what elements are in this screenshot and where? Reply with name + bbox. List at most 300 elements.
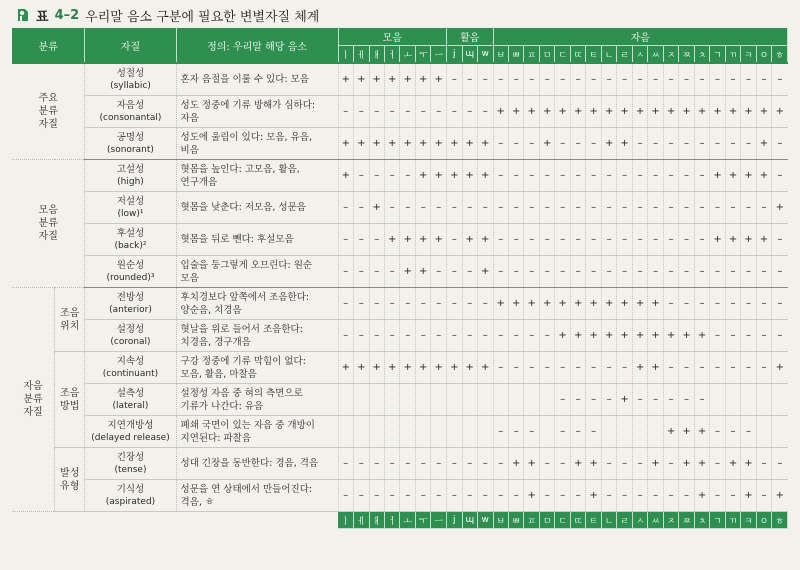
feature-value-cell: + [632,288,647,320]
feature-value-cell: – [354,224,369,256]
feature-value-cell: – [756,288,771,320]
feature-value-cell: – [679,192,694,224]
feature-english: (delayed release) [91,432,170,443]
feature-value-cell: – [384,448,399,480]
feature-value-cell: – [338,256,353,288]
feature-value-cell: – [447,320,462,352]
feature-value-cell: – [400,96,415,128]
feature-value-cell: + [694,448,709,480]
caption-title: 우리말 음소 구분에 필요한 변별자질 체계 [85,9,320,25]
feature-value-cell: – [493,448,508,480]
feature-value-cell: + [493,96,508,128]
phoneme-footer-cell: ㅉ [679,512,694,529]
feature-value-cell: + [570,448,585,480]
feature-name [85,288,176,320]
feature-value-cell: – [694,63,709,96]
feature-value-cell: – [601,448,616,480]
feature-value-cell: – [354,320,369,352]
feature-value-cell: – [508,63,523,96]
feature-value-cell: – [338,96,353,128]
feature-value-cell: – [710,416,725,448]
phoneme-footer-cell: ㅂ [493,512,508,529]
feature-value-cell: + [663,416,678,448]
feature-value-cell: + [431,63,447,96]
feature-value-cell [447,416,462,448]
feature-value-cell: + [663,320,678,352]
feature-value-cell: – [663,63,678,96]
feature-value-cell: – [415,288,430,320]
feature-value-cell: – [648,224,663,256]
feature-value-cell: + [648,288,663,320]
feature-value-cell: – [369,320,384,352]
feature-value-cell: – [555,384,570,416]
feature-value-cell: – [555,448,570,480]
feature-value-cell: + [431,352,447,384]
feature-value-cell: – [679,63,694,96]
feature-value-cell [601,416,616,448]
feature-value-cell: – [694,224,709,256]
feature-row [12,320,788,352]
feature-korean: 설측성 [116,387,145,399]
phoneme-footer-cell: ㅈ [663,512,678,529]
feature-value-cell: – [524,192,539,224]
phoneme-footer-cell: ㄲ [725,512,740,529]
feature-value-cell: – [772,288,788,320]
feature-value-cell: – [493,416,508,448]
feature-definition: 설정성 자음 중 혀의 측면으로 기류가 나간다: 유음 [176,384,338,416]
group-phonation: 발성 유형 [55,448,85,512]
feature-value-cell: – [679,352,694,384]
header-definition: 정의: 우리말 해당 음소 [176,28,338,63]
phoneme-header-cell: ㅣ [338,46,353,64]
group-consonant-features: 자음 분류 자질 [12,288,55,512]
feature-name [85,352,176,384]
feature-value-cell: – [447,192,462,224]
feature-value-cell [508,384,523,416]
feature-value-cell: – [648,192,663,224]
phoneme-footer-cell: ㅜ [415,512,430,529]
feature-korean: 저설성 [116,195,145,207]
feature-english: (continuant) [102,368,159,379]
feature-value-cell: – [632,160,647,192]
feature-value-cell: – [772,256,788,288]
feature-value-cell: – [570,192,585,224]
feature-value-cell: – [663,160,678,192]
feature-english: (lateral) [112,400,149,411]
feature-value-cell: – [570,352,585,384]
feature-value-cell: – [447,256,462,288]
feature-value-cell: + [586,448,601,480]
header-glide-group: 활음 [447,28,493,46]
feature-value-cell: – [756,352,771,384]
phoneme-footer-cell: ㄸ [570,512,585,529]
table-caption [16,4,319,26]
feature-name [85,160,176,192]
phoneme-footer-cell: ㅃ [508,512,523,529]
feature-row [12,448,788,480]
phoneme-header-cell: ㄱ [710,46,725,64]
feature-value-cell: + [555,288,570,320]
feature-value-cell: – [555,63,570,96]
feature-value-cell: – [384,288,399,320]
feature-value-cell [415,416,430,448]
feature-value-cell: + [617,288,632,320]
feature-value-cell: – [586,128,601,160]
feature-value-cell: – [338,320,353,352]
feature-value-cell [384,384,399,416]
feature-value-cell: – [570,224,585,256]
feature-english: (rounded)³ [106,272,155,283]
feature-value-cell: + [648,320,663,352]
feature-value-cell: + [741,480,756,512]
feature-value-cell: – [369,288,384,320]
feature-value-cell: – [663,256,678,288]
feature-value-cell [384,416,399,448]
feature-value-cell: – [710,320,725,352]
feature-value-cell [539,416,554,448]
feature-value-cell [477,384,493,416]
feature-value-cell: + [508,448,523,480]
feature-value-cell [493,384,508,416]
feature-value-cell: – [725,192,740,224]
phoneme-footer-cell: ㅐ [369,512,384,529]
feature-name [85,96,176,128]
feature-value-cell: – [555,192,570,224]
feature-value-cell [415,384,430,416]
feature-korean: 지연개방성 [107,419,154,431]
feature-value-cell: + [338,63,353,96]
feature-value-cell: – [741,63,756,96]
feature-value-cell [462,384,477,416]
feature-name [85,320,176,352]
phoneme-footer-cell: ㅔ [354,512,369,529]
phoneme-footer-cell: ɰ [462,512,477,529]
feature-value-cell: – [508,192,523,224]
feature-value-cell: – [679,480,694,512]
feature-name [85,224,176,256]
feature-value-cell: – [601,384,616,416]
feature-value-cell: – [384,480,399,512]
feature-value-cell: + [415,352,430,384]
feature-value-cell: – [586,63,601,96]
feature-value-cell: – [725,288,740,320]
feature-value-cell: + [772,192,788,224]
feature-value-cell: – [570,416,585,448]
feature-name [85,384,176,416]
feature-definition: 혓몸을 낮춘다: 저모음, 성문음 [176,192,338,224]
feature-value-cell: + [601,288,616,320]
feature-value-cell: – [477,320,493,352]
feature-value-cell: + [710,96,725,128]
feature-value-cell: – [338,192,353,224]
feature-value-cell: – [679,160,694,192]
feature-value-cell: – [570,384,585,416]
feature-value-cell: – [694,192,709,224]
feature-value-cell: + [415,256,430,288]
feature-value-cell: – [400,288,415,320]
feature-value-cell: – [447,480,462,512]
feature-value-cell: + [462,224,477,256]
feature-value-cell: + [539,288,554,320]
phoneme-footer-cell: ㅊ [694,512,709,529]
feature-value-cell: + [524,288,539,320]
feature-row [12,480,788,512]
feature-value-cell: – [338,224,353,256]
feature-value-cell: – [601,480,616,512]
feature-definition: 혼자 음절을 이룰 수 있다: 모음 [176,63,338,96]
feature-value-cell: – [539,224,554,256]
feature-definition: 혓몸을 뒤로 뺀다: 후설모음 [176,224,338,256]
phoneme-header-cell: ɰ [462,46,477,64]
feature-value-cell: – [741,416,756,448]
phoneme-header-cell: w [477,46,493,64]
phoneme-header-cell: ㅂ [493,46,508,64]
feature-value-cell: + [415,63,430,96]
feature-value-cell: – [447,96,462,128]
feature-value-cell: + [601,96,616,128]
feature-value-cell: – [400,448,415,480]
feature-table [12,28,788,529]
feature-value-cell [477,416,493,448]
feature-value-cell: + [508,96,523,128]
feature-value-cell: – [524,256,539,288]
feature-value-cell: – [756,63,771,96]
feature-value-cell: + [384,352,399,384]
feature-value-cell: + [400,63,415,96]
feature-value-cell: – [725,320,740,352]
feature-value-cell: – [710,63,725,96]
group-vowel-features: 모음 분류 자질 [12,160,85,288]
feature-value-cell [524,384,539,416]
feature-value-cell: + [772,480,788,512]
phoneme-header-cell: ㅐ [369,46,384,64]
feature-value-cell: – [338,448,353,480]
feature-value-cell: – [679,128,694,160]
feature-value-cell: – [772,448,788,480]
feature-value-cell: – [601,63,616,96]
feature-value-cell: – [586,256,601,288]
feature-value-cell: – [694,352,709,384]
feature-value-cell: – [586,192,601,224]
header-vowel-group: 모음 [338,28,446,46]
feature-value-cell: – [508,416,523,448]
feature-value-cell: – [710,128,725,160]
group-manner: 조음 방법 [55,352,85,448]
feature-value-cell: + [756,160,771,192]
feature-value-cell: – [447,288,462,320]
feature-row [12,384,788,416]
feature-value-cell: + [539,96,554,128]
feature-value-cell: – [493,192,508,224]
feature-korean: 성절성 [116,67,145,79]
feature-value-cell: – [384,160,399,192]
feature-value-cell: + [400,128,415,160]
feature-row [12,192,788,224]
feature-value-cell: – [741,256,756,288]
feature-definition: 성대 긴장을 동반한다: 경음, 격음 [176,448,338,480]
feature-value-cell [756,416,771,448]
feature-value-cell: – [447,224,462,256]
feature-value-cell: – [663,448,678,480]
feature-value-cell [648,416,663,448]
feature-value-cell: + [354,63,369,96]
feature-value-cell: + [586,288,601,320]
feature-value-cell: + [477,224,493,256]
feature-value-cell: – [772,160,788,192]
phoneme-footer-row [12,512,788,529]
feature-value-cell: – [539,192,554,224]
phoneme-footer-cell: ㅋ [741,512,756,529]
feature-value-cell [772,416,788,448]
phoneme-header-cell: ㅌ [586,46,601,64]
phoneme-footer-cell: ㅁ [539,512,554,529]
phoneme-header-cell: ㅓ [384,46,399,64]
feature-korean: 후설성 [116,227,145,239]
feature-value-cell: + [601,320,616,352]
feature-value-cell [617,416,632,448]
phoneme-footer-cell: ㅅ [632,512,647,529]
phoneme-footer-cell: ㅣ [338,512,353,529]
feature-value-cell: – [632,384,647,416]
feature-value-cell: – [648,480,663,512]
feature-value-cell: + [384,63,399,96]
feature-value-cell: + [648,96,663,128]
feature-value-cell: + [694,96,709,128]
feature-english: (syllabic) [110,80,151,91]
feature-value-cell: – [477,96,493,128]
feature-value-cell [462,416,477,448]
feature-value-cell: – [477,448,493,480]
feature-korean: 전방성 [116,291,145,303]
feature-value-cell: + [725,96,740,128]
feature-value-cell: – [570,160,585,192]
feature-value-cell: + [632,96,647,128]
feature-value-cell: + [648,352,663,384]
feature-value-cell: + [539,128,554,160]
feature-value-cell: – [462,256,477,288]
feature-value-cell: – [338,480,353,512]
feature-value-cell: – [772,224,788,256]
feature-value-cell: – [524,63,539,96]
feature-korean: 설정성 [116,323,145,335]
phoneme-header-cell: ㅆ [648,46,663,64]
feature-value-cell: – [524,128,539,160]
feature-value-cell: – [694,256,709,288]
feature-value-cell: – [431,320,447,352]
feature-value-cell: – [663,352,678,384]
phoneme-footer-cell: ㅡ [431,512,447,529]
feature-value-cell: – [694,128,709,160]
feature-value-cell: – [663,480,678,512]
feature-value-cell: – [508,480,523,512]
feature-english: (high) [117,176,144,187]
phoneme-footer-cell: j [447,512,462,529]
feature-row [12,128,788,160]
feature-value-cell: – [369,480,384,512]
feature-value-cell: – [524,416,539,448]
phoneme-header-cell: ㄷ [555,46,570,64]
feature-value-cell: + [338,160,353,192]
feature-value-cell: + [725,160,740,192]
feature-value-cell: – [539,160,554,192]
feature-value-cell: + [431,224,447,256]
feature-value-cell: – [741,352,756,384]
feature-row [12,288,788,320]
feature-value-cell: + [586,320,601,352]
feature-value-cell: – [648,384,663,416]
feature-value-cell: – [555,128,570,160]
feature-value-cell: – [632,192,647,224]
feature-value-cell: – [710,192,725,224]
feature-value-cell: + [447,128,462,160]
header-category: 분류 [12,28,85,63]
phoneme-header-cell: ㅔ [354,46,369,64]
feature-definition: 구강 정중에 기류 막힘이 없다: 모음, 활음, 마찰음 [176,352,338,384]
feature-value-cell: + [694,320,709,352]
feature-english: (coronal) [110,336,151,347]
phoneme-footer-cell: ㅍ [524,512,539,529]
feature-value-cell: – [493,128,508,160]
feature-value-cell: + [477,128,493,160]
phoneme-footer-cell: ㄷ [555,512,570,529]
phoneme-header-cell: ㅡ [431,46,447,64]
feature-value-cell: – [601,256,616,288]
feature-value-cell: + [679,96,694,128]
feature-value-cell: – [663,192,678,224]
feature-value-cell: – [354,256,369,288]
feature-value-cell: – [508,320,523,352]
feature-value-cell: + [772,96,788,128]
phoneme-footer-cell: ㄱ [710,512,725,529]
feature-name [85,63,176,96]
feature-value-cell: – [586,352,601,384]
feature-value-cell [447,384,462,416]
feature-value-cell: – [679,224,694,256]
feature-definition: 혓날을 위로 들어서 조음한다: 치경음, 경구개음 [176,320,338,352]
feature-value-cell: – [586,160,601,192]
feature-value-cell: – [477,192,493,224]
phoneme-header-cell: ㅜ [415,46,430,64]
feature-value-cell: + [741,96,756,128]
feature-value-cell: – [601,192,616,224]
feature-value-cell: + [431,160,447,192]
feature-value-cell: + [508,288,523,320]
feature-value-cell: – [508,128,523,160]
feature-value-cell: – [617,448,632,480]
feature-value-cell: – [415,192,430,224]
phoneme-header-cell: j [447,46,462,64]
feature-korean: 기식성 [116,483,145,495]
feature-english: (back)² [114,240,147,251]
feature-value-cell: + [586,96,601,128]
feature-value-cell: + [477,160,493,192]
feature-value-cell: – [400,192,415,224]
feature-value-cell [400,384,415,416]
feature-value-cell: + [632,352,647,384]
phoneme-footer-cell: ㅗ [400,512,415,529]
feature-value-cell: – [415,320,430,352]
feature-korean: 긴장성 [116,451,145,463]
feature-korean: 지속성 [116,355,145,367]
phoneme-header-cell: ㄸ [570,46,585,64]
feature-value-cell: – [384,320,399,352]
phoneme-header-cell: ㅋ [741,46,756,64]
feature-value-cell: – [539,320,554,352]
feature-value-cell: – [725,352,740,384]
feature-value-cell: – [354,288,369,320]
feature-value-cell: – [741,320,756,352]
feature-value-cell: – [601,160,616,192]
